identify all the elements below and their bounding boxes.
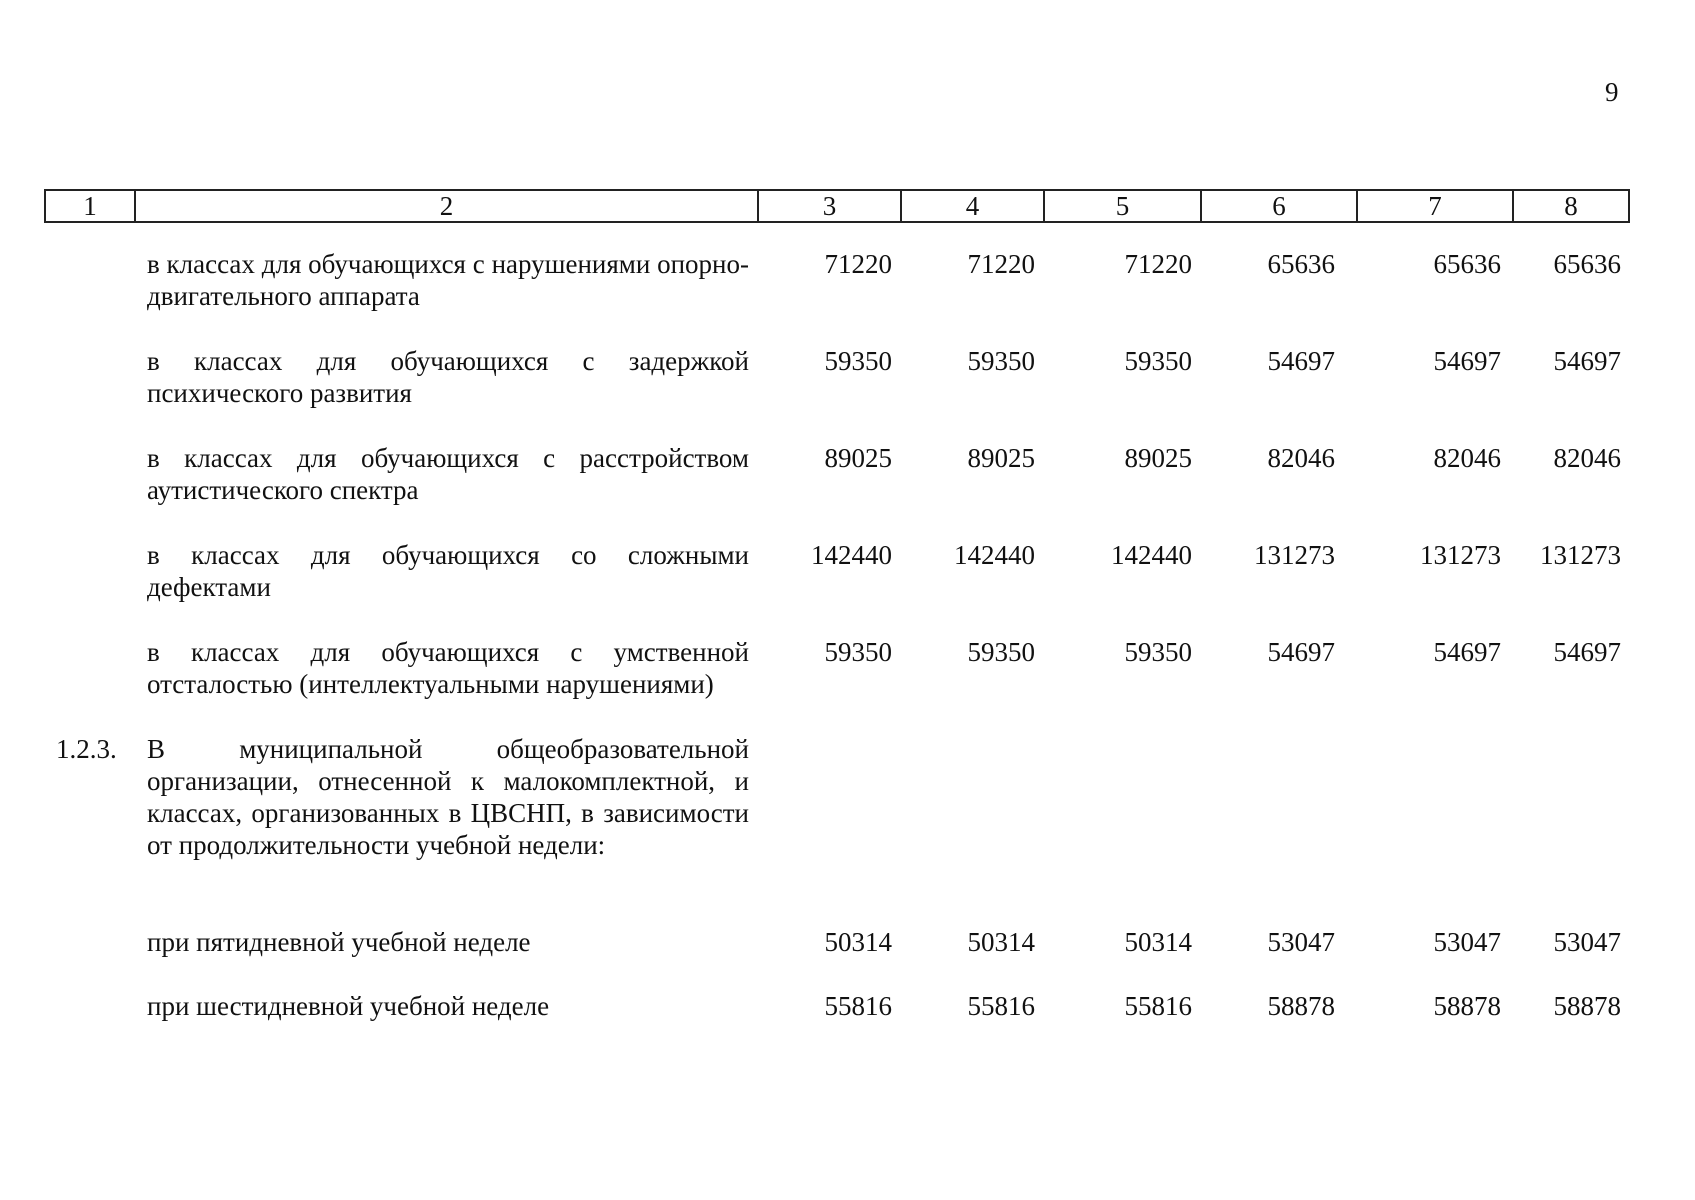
value-col-7: 54697 [1433,637,1501,667]
value-col-7: 65636 [1433,249,1501,279]
value-col-7: 131273 [1420,540,1501,570]
value-col-4: 59350 [967,637,1035,667]
column-header-5: 5 [1044,190,1201,222]
value-col-3: 142440 [811,540,892,570]
value-col-4: 142440 [954,540,1035,570]
value-col-3: 50314 [824,927,892,957]
value-col-6: 58878 [1267,991,1335,1021]
value-col-7: 58878 [1433,991,1501,1021]
value-col-8: 54697 [1553,346,1621,376]
value-col-6: 54697 [1267,637,1335,667]
value-col-3: 55816 [824,991,892,1021]
value-col-6: 82046 [1267,443,1335,473]
row-description: при шестидневной учебной неделе [147,991,550,1021]
value-col-8: 54697 [1553,637,1621,667]
row-number: 1.2.3. [56,734,117,764]
value-col-4: 50314 [967,927,1035,957]
value-col-5: 50314 [1124,927,1192,957]
row-description: в классах для обучающихся с задержкой психического развития [147,346,749,408]
row-description: В муниципальной общеобразовательной организации, отнесенной к малокомплектной, и классах, организованных в ЦВСНП, в зависимости от продолжительности учебной недели: [147,734,749,860]
row-description: в классах для обучающихся с нарушениями опорно-двигательного аппарата [147,249,749,311]
value-col-5: 55816 [1124,991,1192,1021]
value-col-3: 89025 [824,443,892,473]
column-header-3: 3 [758,190,901,222]
value-col-4: 59350 [967,346,1035,376]
column-header-6: 6 [1201,190,1357,222]
value-col-8: 65636 [1553,249,1621,279]
row-description: в классах для обучающихся с расстройством аутистического спектра [147,443,749,505]
value-col-7: 82046 [1433,443,1501,473]
value-col-6: 54697 [1267,346,1335,376]
row-description: в классах для обучающихся с умственной отсталостью (интеллектуальными нарушениями) [147,637,749,699]
column-header-7: 7 [1357,190,1513,222]
value-col-3: 71220 [824,249,892,279]
value-col-6: 131273 [1254,540,1335,570]
value-col-6: 53047 [1267,927,1335,957]
value-col-3: 59350 [824,346,892,376]
value-col-4: 89025 [967,443,1035,473]
value-col-7: 54697 [1433,346,1501,376]
value-col-5: 71220 [1124,249,1192,279]
value-col-8: 82046 [1553,443,1621,473]
value-col-8: 53047 [1553,927,1621,957]
column-header-8: 8 [1513,190,1629,222]
row-description: в классах для обучающихся со сложными дефектами [147,540,749,602]
row-description: при пятидневной учебной неделе [147,927,531,957]
value-col-8: 131273 [1540,540,1621,570]
value-col-4: 71220 [967,249,1035,279]
value-col-7: 53047 [1433,927,1501,957]
value-col-8: 58878 [1553,991,1621,1021]
value-col-3: 59350 [824,637,892,667]
value-col-4: 55816 [967,991,1035,1021]
value-col-6: 65636 [1267,249,1335,279]
value-col-5: 59350 [1124,637,1192,667]
page-number: 9 [1605,77,1619,107]
value-col-5: 142440 [1111,540,1192,570]
column-header-1: 1 [45,190,135,222]
column-number-header [44,189,1630,223]
column-header-4: 4 [901,190,1044,222]
column-header-2: 2 [135,190,758,222]
value-col-5: 89025 [1124,443,1192,473]
value-col-5: 59350 [1124,346,1192,376]
